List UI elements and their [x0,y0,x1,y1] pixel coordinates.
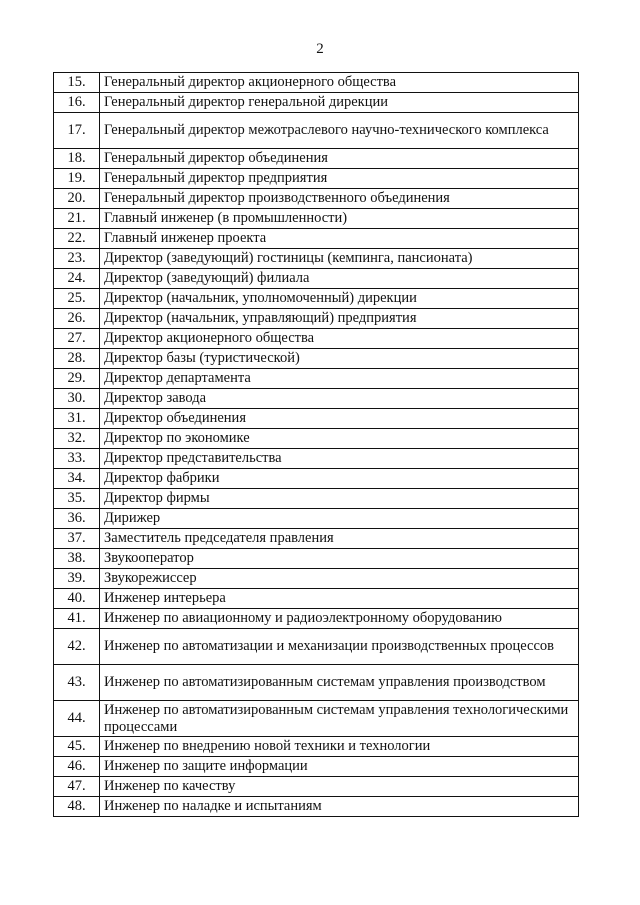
position-title: Директор по экономике [100,429,579,449]
table-row [54,389,579,409]
table-row [54,349,579,369]
position-title: Инженер по качеству [100,777,579,797]
position-title: Генеральный директор объединения [100,149,579,169]
row-number: 30. [54,389,100,409]
table-row [54,169,579,189]
position-title: Директор (заведующий) гостиницы (кемпинга, пансионата) [100,249,579,269]
table-row [54,701,579,737]
table-row [54,113,579,149]
table-row [54,665,579,701]
positions-table-body [54,73,579,817]
position-title: Инженер по автоматизированным системам управления технологическими процессами [100,701,579,737]
row-number: 18. [54,149,100,169]
table-row [54,629,579,665]
table-row [54,229,579,249]
row-number: 45. [54,737,100,757]
row-number: 25. [54,289,100,309]
row-number: 36. [54,509,100,529]
row-number: 24. [54,269,100,289]
row-number: 21. [54,209,100,229]
row-number: 31. [54,409,100,429]
position-title: Директор фирмы [100,489,579,509]
table-row [54,589,579,609]
row-number: 34. [54,469,100,489]
position-title: Дирижер [100,509,579,529]
row-number: 16. [54,93,100,113]
table-row [54,289,579,309]
row-number: 40. [54,589,100,609]
row-number: 23. [54,249,100,269]
row-number: 44. [54,701,100,737]
table-row [54,609,579,629]
table-row [54,737,579,757]
table-row [54,189,579,209]
page-number: 2 [316,41,324,57]
table-row [54,329,579,349]
position-title: Инженер по автоматизации и механизации производственных процессов [100,629,579,665]
row-number: 48. [54,797,100,817]
row-number: 20. [54,189,100,209]
row-number: 42. [54,629,100,665]
table-row [54,529,579,549]
row-number: 15. [54,73,100,93]
row-number: 46. [54,757,100,777]
row-number: 47. [54,777,100,797]
row-number: 26. [54,309,100,329]
table-row [54,489,579,509]
position-title: Звукооператор [100,549,579,569]
table-row [54,777,579,797]
table-row [54,93,579,113]
row-number: 38. [54,549,100,569]
row-number: 29. [54,369,100,389]
position-title: Инженер по наладке и испытаниям [100,797,579,817]
table-row [54,449,579,469]
row-number: 33. [54,449,100,469]
position-title: Директор базы (туристической) [100,349,579,369]
position-title: Генеральный директор акционерного общества [100,73,579,93]
position-title: Генеральный директор предприятия [100,169,579,189]
position-title: Директор (начальник, управляющий) предприятия [100,309,579,329]
position-title: Главный инженер (в промышленности) [100,209,579,229]
row-number: 39. [54,569,100,589]
position-title: Инженер по автоматизированным системам управления производством [100,665,579,701]
row-number: 27. [54,329,100,349]
row-number: 19. [54,169,100,189]
position-title: Звукорежиссер [100,569,579,589]
position-title: Генеральный директор межотраслевого научно-технического комплекса [100,113,579,149]
row-number: 28. [54,349,100,369]
table-row [54,149,579,169]
position-title: Заместитель председателя правления [100,529,579,549]
position-title: Директор представительства [100,449,579,469]
position-title: Директор акционерного общества [100,329,579,349]
position-title: Главный инженер проекта [100,229,579,249]
table-row [54,309,579,329]
position-title: Генеральный директор генеральной дирекции [100,93,579,113]
row-number: 37. [54,529,100,549]
table-row [54,429,579,449]
position-title: Инженер интерьера [100,589,579,609]
position-title: Генеральный директор производственного объединения [100,189,579,209]
row-number: 43. [54,665,100,701]
position-title: Инженер по авиационному и радиоэлектронному оборудованию [100,609,579,629]
position-title: Инженер по внедрению новой техники и технологии [100,737,579,757]
table-row [54,369,579,389]
row-number: 17. [54,113,100,149]
table-row [54,757,579,777]
table-row [54,249,579,269]
table-row [54,269,579,289]
position-title: Директор департамента [100,369,579,389]
table-row [54,797,579,817]
table-row [54,549,579,569]
row-number: 32. [54,429,100,449]
position-title: Директор (начальник, уполномоченный) дирекции [100,289,579,309]
table-row [54,509,579,529]
table-row [54,209,579,229]
row-number: 22. [54,229,100,249]
row-number: 41. [54,609,100,629]
position-title: Директор (заведующий) филиала [100,269,579,289]
row-number: 35. [54,489,100,509]
table-row [54,569,579,589]
position-title: Директор завода [100,389,579,409]
table-row [54,409,579,429]
table-row [54,73,579,93]
table-row [54,469,579,489]
position-title: Инженер по защите информации [100,757,579,777]
position-title: Директор фабрики [100,469,579,489]
positions-table [53,72,579,817]
position-title: Директор объединения [100,409,579,429]
